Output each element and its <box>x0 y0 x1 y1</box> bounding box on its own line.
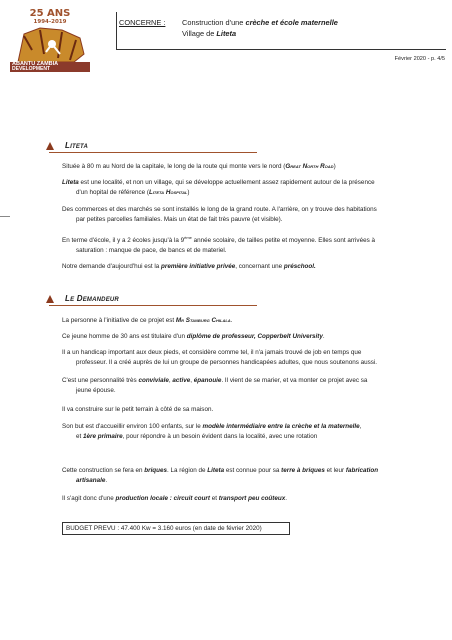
header-box <box>116 12 447 49</box>
section-heading-liteta <box>49 140 257 153</box>
header-label: CONCERNE : <box>119 18 166 27</box>
date-page-number: Février 2020 - p. 4/5 <box>394 56 445 62</box>
margin-mark <box>0 216 10 217</box>
section-title: Liteta <box>65 141 88 150</box>
paragraph: C'est une personnalité très conviviale, active, épanouie. Il vient de se marier, et va monter ce projet avec sa jeune épouse. <box>62 377 368 394</box>
section-title: Le Demandeur <box>65 294 119 303</box>
paragraph: Il a un handicap important aux deux pieds, et considère comme tel, il n'a jamais trouvé de job en temps que professeur. Il a créé auprès de lui un groupe de personnes handicapées adultes, que nous soutenons aussi. <box>62 349 378 366</box>
triangle-bullet-icon <box>46 142 54 150</box>
paragraph: Il s'agit donc d'une production locale : circuit court et transport peu coûteux. <box>62 495 287 502</box>
section-heading-demandeur <box>49 293 257 306</box>
paragraph: La personne à l'initiative de ce projet est Mr Stanburg Chilala. <box>62 317 233 324</box>
paragraph: Liteta est une localité, et non un village, qui se développe actuellement assez rapidement autour de la présence d'un hopital de référence (Liteta Hospital) <box>62 179 375 196</box>
header-rule <box>116 49 446 50</box>
paragraph: Son but est d'accueillir environ 100 enfants, sur le modèle intermédiaire entre la crèche et la maternelle, et 1ère primaire, pour répondre à un besoin évident dans la localité, avec une rotation <box>62 423 362 440</box>
paragraph: Des commerces et des marchés se sont installés le long de la grand route. A l'arrière, on y trouve des habitations par petites parcelles familiales. Mais un état de fait très pauvre (et visible). <box>62 206 377 223</box>
header-title: Construction d'une crèche et école maternelle <box>182 18 338 27</box>
logo-anniversary: 25 ANS 1994-2019 <box>29 8 71 25</box>
paragraph: Il va construire sur le petit terrain à côté de sa maison. <box>62 406 214 413</box>
paragraph: En terme d'école, il y a 2 écoles jusqu'à la 9ème année scolaire, de tailles petite et moyenne. Elles sont arrivées à saturation : manque de pace, de bancs et de materiel. <box>62 235 375 254</box>
abantu-logo <box>6 8 94 72</box>
paragraph: Notre demande d'aujourd'hui est la première initiative privée, concernant une préschool. <box>62 263 316 270</box>
africa-map-icon <box>10 24 90 64</box>
logo-banner: ABANTU ZAMBIA DEVELOPMENT <box>10 62 90 72</box>
budget-box: BUDGET PREVU : 47.400 Kw = 3.160 euros (en date de février 2020) <box>62 522 290 535</box>
paragraph: Située à 80 m au Nord de la capitale, le long de la route qui monte vers le nord (Great North Road) <box>62 163 336 170</box>
paragraph: Cette construction se fera en briques. La région de Liteta est connue pour sa terre à briques et leur fabrication artisanale. <box>62 467 379 484</box>
header-subtitle: Village de Liteta <box>182 29 237 38</box>
triangle-bullet-icon <box>46 295 54 303</box>
paragraph: Ce jeune homme de 30 ans est titulaire d'un diplôme de professeur, Copperbelt University. <box>62 333 325 340</box>
